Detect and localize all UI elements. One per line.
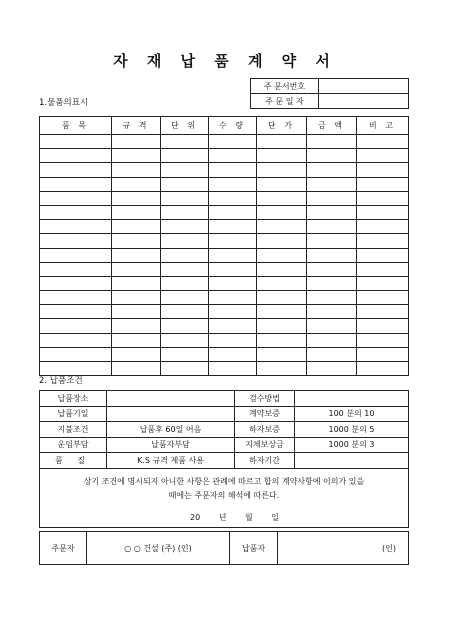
table-cell[interactable] (161, 149, 209, 163)
table-cell[interactable] (209, 149, 257, 163)
table-cell[interactable] (40, 333, 112, 347)
table-cell[interactable] (161, 291, 209, 305)
note-line-1: 상기 조건에 명시되지 아니한 사항은 관례에 따르고 합의 계약사항에 이의가 있을 (83, 476, 365, 486)
delay-penalty-value: 1000 분의 3 (295, 437, 409, 453)
table-cell[interactable] (257, 262, 307, 276)
table-cell[interactable] (209, 305, 257, 319)
table-cell[interactable] (112, 319, 161, 333)
table-cell[interactable] (40, 276, 112, 290)
header-remarks: 비 고 (357, 117, 409, 135)
table-cell[interactable] (40, 347, 112, 361)
table-cell[interactable] (307, 362, 357, 376)
delivery-date-label: 납품기일 (40, 406, 107, 422)
table-row (40, 305, 409, 319)
table-cell[interactable] (357, 319, 409, 333)
defect-period-value[interactable] (295, 453, 409, 469)
table-cell[interactable] (209, 135, 257, 149)
table-row (40, 149, 409, 163)
table-cell[interactable] (112, 248, 161, 262)
supplier-label: 납품자 (230, 532, 278, 565)
header-item: 품 목 (40, 117, 112, 135)
table-cell[interactable] (209, 248, 257, 262)
table-cell[interactable] (357, 177, 409, 191)
table-cell[interactable] (307, 262, 357, 276)
table-cell[interactable] (257, 205, 307, 219)
defect-period-label: 하자기간 (235, 453, 295, 469)
table-cell[interactable] (209, 319, 257, 333)
table-row (40, 135, 409, 149)
table-cell[interactable] (40, 291, 112, 305)
table-cell[interactable] (307, 276, 357, 290)
table-cell[interactable] (161, 248, 209, 262)
table-cell[interactable] (257, 220, 307, 234)
table-cell[interactable] (257, 177, 307, 191)
table-cell[interactable] (257, 276, 307, 290)
table-cell[interactable] (357, 362, 409, 376)
table-cell[interactable] (112, 362, 161, 376)
signature-table (39, 531, 409, 565)
items-table (39, 116, 409, 376)
table-cell[interactable] (112, 276, 161, 290)
table-cell[interactable] (209, 191, 257, 205)
table-cell[interactable] (161, 205, 209, 219)
table-cell[interactable] (209, 220, 257, 234)
table-cell[interactable] (161, 234, 209, 248)
table-cell[interactable] (307, 163, 357, 177)
table-cell[interactable] (307, 191, 357, 205)
table-row (40, 234, 409, 248)
table-row (40, 205, 409, 219)
table-cell[interactable] (257, 163, 307, 177)
orderer-value[interactable]: ○ ○ 건설 (주) (인) (87, 532, 230, 565)
order-number-field[interactable] (319, 79, 409, 94)
table-row (40, 333, 409, 347)
table-cell[interactable] (257, 362, 307, 376)
table-cell[interactable] (112, 149, 161, 163)
table-cell[interactable] (307, 205, 357, 219)
table-cell[interactable] (209, 333, 257, 347)
table-cell[interactable] (112, 205, 161, 219)
table-cell[interactable] (209, 234, 257, 248)
order-date-field[interactable] (319, 94, 409, 109)
table-cell[interactable] (357, 191, 409, 205)
table-cell[interactable] (161, 177, 209, 191)
signature-row (40, 532, 409, 565)
table-cell[interactable] (209, 262, 257, 276)
table-row (40, 248, 409, 262)
order-date-label: 주 문 일 자 (251, 94, 319, 109)
table-cell[interactable] (112, 191, 161, 205)
conditions-table (39, 390, 409, 528)
table-cell[interactable] (307, 291, 357, 305)
table-cell[interactable] (112, 220, 161, 234)
table-row (40, 362, 409, 376)
table-row (40, 191, 409, 205)
table-row (40, 276, 409, 290)
table-cell[interactable] (357, 262, 409, 276)
table-cell[interactable] (257, 248, 307, 262)
table-cell[interactable] (112, 177, 161, 191)
quality-label: 품 질 (40, 453, 107, 469)
order-number-row (251, 79, 409, 94)
table-cell[interactable] (161, 163, 209, 177)
header-unit: 단 위 (161, 117, 209, 135)
delivery-date-value[interactable] (107, 406, 235, 422)
condition-row (40, 453, 409, 469)
table-cell[interactable] (40, 135, 112, 149)
table-cell[interactable] (307, 135, 357, 149)
table-cell[interactable] (307, 177, 357, 191)
delay-penalty-label: 지체보상금 (235, 437, 295, 453)
table-cell[interactable] (257, 333, 307, 347)
table-cell[interactable] (307, 347, 357, 361)
table-cell[interactable] (307, 305, 357, 319)
defect-guarantee-label: 하자보증 (235, 422, 295, 438)
delivery-place-label: 납품장소 (40, 391, 107, 407)
condition-row (40, 406, 409, 422)
condition-row (40, 391, 409, 407)
payment-terms-value: 납품후 60일 어음 (107, 422, 235, 438)
table-cell[interactable] (209, 276, 257, 290)
table-cell[interactable] (112, 163, 161, 177)
table-cell[interactable] (209, 177, 257, 191)
table-cell[interactable] (40, 205, 112, 219)
table-cell[interactable] (161, 191, 209, 205)
table-cell[interactable] (257, 234, 307, 248)
table-cell[interactable] (112, 262, 161, 276)
table-cell[interactable] (40, 163, 112, 177)
table-cell[interactable] (357, 205, 409, 219)
table-cell[interactable] (40, 319, 112, 333)
table-cell[interactable] (40, 262, 112, 276)
order-number-label: 주 문서번호 (251, 79, 319, 94)
table-cell[interactable] (357, 248, 409, 262)
table-cell[interactable] (112, 135, 161, 149)
table-cell[interactable] (161, 262, 209, 276)
header-spec: 규 격 (112, 117, 161, 135)
table-row (40, 177, 409, 191)
table-cell[interactable] (307, 220, 357, 234)
table-cell[interactable] (161, 333, 209, 347)
table-cell[interactable] (307, 234, 357, 248)
table-cell[interactable] (357, 333, 409, 347)
table-cell[interactable] (307, 149, 357, 163)
inspection-method-value[interactable] (295, 391, 409, 407)
contract-note (40, 468, 409, 527)
table-cell[interactable] (161, 135, 209, 149)
delivery-place-value[interactable] (107, 391, 235, 407)
table-cell[interactable] (257, 135, 307, 149)
contract-guarantee-value: 100 분의 10 (295, 406, 409, 422)
table-cell[interactable] (257, 347, 307, 361)
table-cell[interactable] (112, 234, 161, 248)
table-cell[interactable] (112, 291, 161, 305)
table-row (40, 291, 409, 305)
document-title: 자 재 납 품 계 약 서 (113, 52, 337, 70)
table-cell[interactable] (40, 191, 112, 205)
table-cell[interactable] (257, 305, 307, 319)
table-cell[interactable] (209, 205, 257, 219)
table-cell[interactable] (112, 305, 161, 319)
date-line: 20 년 월 일 (190, 512, 279, 522)
table-cell[interactable] (209, 291, 257, 305)
table-cell[interactable] (257, 319, 307, 333)
items-header-row (40, 117, 409, 135)
table-cell[interactable] (357, 163, 409, 177)
defect-guarantee-value: 1000 분의 5 (295, 422, 409, 438)
table-cell[interactable] (357, 291, 409, 305)
items-body (40, 135, 409, 376)
table-cell[interactable] (161, 276, 209, 290)
table-cell[interactable] (357, 135, 409, 149)
table-row (40, 220, 409, 234)
table-cell[interactable] (357, 234, 409, 248)
table-cell[interactable] (209, 347, 257, 361)
condition-row (40, 437, 409, 453)
inspection-method-label: 검수방법 (235, 391, 295, 407)
order-date-row (251, 94, 409, 109)
note-line-2: 때에는 주문자의 해석에 따른다. (168, 490, 280, 500)
table-row (40, 347, 409, 361)
supplier-value[interactable]: (인) (278, 532, 409, 565)
table-cell[interactable] (40, 177, 112, 191)
table-cell[interactable] (40, 234, 112, 248)
header-quantity: 수 량 (209, 117, 257, 135)
order-info-table (250, 78, 409, 109)
table-cell[interactable] (307, 248, 357, 262)
table-cell[interactable] (257, 291, 307, 305)
table-cell[interactable] (161, 305, 209, 319)
quality-value: K.S 규격 제품 사용 (107, 453, 235, 469)
table-cell[interactable] (40, 248, 112, 262)
table-cell[interactable] (357, 220, 409, 234)
table-row (40, 262, 409, 276)
table-cell[interactable] (161, 347, 209, 361)
table-cell[interactable] (161, 220, 209, 234)
note-row (40, 468, 409, 527)
table-cell[interactable] (357, 149, 409, 163)
table-cell[interactable] (40, 305, 112, 319)
header-amount: 금 액 (307, 117, 357, 135)
contract-guarantee-label: 계약보증 (235, 406, 295, 422)
freight-burden-label: 운임부담 (40, 437, 107, 453)
orderer-label: 주문자 (40, 532, 87, 565)
section2-label: 2. 납품조건 (39, 376, 83, 386)
table-cell[interactable] (161, 319, 209, 333)
section1-label: 1.물품의표시 (39, 98, 89, 108)
table-cell[interactable] (307, 319, 357, 333)
header-unit-price: 단 가 (257, 117, 307, 135)
table-cell[interactable] (112, 333, 161, 347)
table-cell[interactable] (40, 220, 112, 234)
table-cell[interactable] (209, 362, 257, 376)
table-cell[interactable] (357, 305, 409, 319)
table-cell[interactable] (209, 163, 257, 177)
payment-terms-label: 지불조건 (40, 422, 107, 438)
table-cell[interactable] (40, 149, 112, 163)
table-cell[interactable] (357, 276, 409, 290)
table-cell[interactable] (257, 149, 307, 163)
table-row (40, 163, 409, 177)
table-cell[interactable] (357, 347, 409, 361)
condition-row (40, 422, 409, 438)
freight-burden-value: 납품자부담 (107, 437, 235, 453)
table-cell[interactable] (112, 347, 161, 361)
table-cell[interactable] (161, 362, 209, 376)
table-cell[interactable] (307, 333, 357, 347)
table-row (40, 319, 409, 333)
table-cell[interactable] (257, 191, 307, 205)
